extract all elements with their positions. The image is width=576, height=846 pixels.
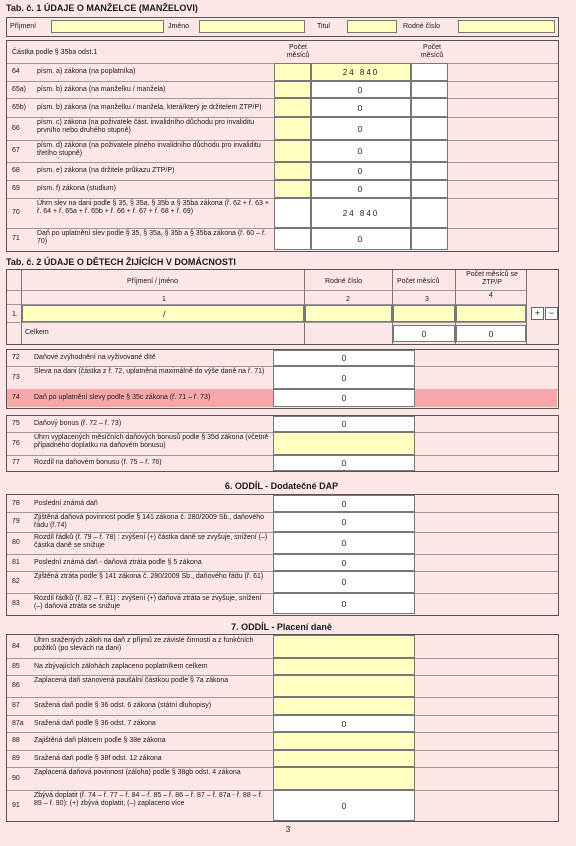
amount-value: 0 bbox=[341, 719, 347, 729]
amount-value: 0 bbox=[341, 420, 347, 429]
row-label: Zjištěná ztráta podle § 141 zákona č. 280/2009 Sb., daňového řádu (ř. 61) bbox=[34, 573, 264, 580]
amount-value: 0 bbox=[341, 558, 347, 568]
tab1-amount-field bbox=[311, 117, 411, 140]
amount-field bbox=[273, 593, 415, 614]
row-number: 79 bbox=[12, 518, 20, 525]
amount-value: 0 bbox=[341, 599, 347, 609]
block-72-74 bbox=[6, 349, 559, 409]
tab1-months-field[interactable] bbox=[274, 140, 311, 162]
tab1-months-field[interactable] bbox=[274, 162, 311, 180]
row-number: 86 bbox=[12, 682, 20, 689]
row-number: 74 bbox=[12, 394, 20, 401]
row-label: Sražená daň podle § 36 odst. 6 zákona (státní dluhopisy) bbox=[34, 702, 212, 709]
tab1-months-field-2 bbox=[411, 162, 448, 180]
amount-value: 0 bbox=[341, 373, 347, 383]
tab1-amount-value: 24 840 bbox=[342, 68, 380, 77]
tab1-months-field[interactable] bbox=[274, 117, 311, 140]
tab1-row-number: 68 bbox=[12, 167, 20, 174]
tab1-amount-value: 0 bbox=[357, 85, 365, 95]
amount-value: 0 bbox=[341, 459, 347, 468]
tab1-amount-field bbox=[311, 228, 411, 250]
row-number: 84 bbox=[12, 642, 20, 650]
amount-field[interactable] bbox=[273, 432, 415, 455]
row-number: 85 bbox=[12, 662, 20, 670]
row-label: Rozdíl na daňovém bonusu (ř. 75 – ř. 76) bbox=[34, 459, 162, 466]
row-label: Daňové zvýhodnění na vyživované dítě bbox=[34, 354, 156, 361]
sec6-table bbox=[6, 494, 559, 616]
tab1-months-field-2 bbox=[411, 198, 448, 228]
tab1-amount-field bbox=[311, 140, 411, 162]
amount-field bbox=[273, 532, 415, 554]
amount-field bbox=[273, 455, 415, 471]
amount-field bbox=[273, 350, 415, 366]
total-ztp-value: 0 bbox=[488, 330, 494, 339]
name-field[interactable] bbox=[199, 20, 305, 33]
row-number: 91 bbox=[12, 801, 20, 809]
amount-field[interactable] bbox=[273, 675, 415, 697]
amount-field bbox=[273, 389, 415, 407]
tab1-months-field-2 bbox=[411, 98, 448, 117]
rc-label: Rodné číslo bbox=[403, 23, 440, 30]
row-number: 82 bbox=[12, 578, 20, 585]
tab1-months-field[interactable] bbox=[274, 98, 311, 117]
tab1-amount-value: 0 bbox=[357, 235, 365, 244]
row-number: 90 bbox=[12, 774, 20, 782]
tab1-months-field-2 bbox=[411, 180, 448, 198]
tab1-months-header-1: Počet měsíců bbox=[286, 44, 310, 59]
amount-field[interactable] bbox=[273, 635, 415, 658]
tab1-amount-field bbox=[311, 81, 411, 98]
amount-value: 0 bbox=[341, 539, 347, 548]
total-months-field bbox=[393, 325, 455, 342]
row-number: 81 bbox=[12, 558, 20, 566]
tab2-c3: 3 bbox=[425, 296, 429, 303]
row-label: Daň po uplatnění slevy podle § 35c zákona (ř. 71 – ř. 73) bbox=[34, 394, 211, 401]
tab1-col-header: Částka podle § 35ba odst.1 bbox=[12, 49, 98, 56]
tab1-row-label: písm. f) zákona (studium) bbox=[37, 185, 116, 192]
amount-field bbox=[273, 512, 415, 532]
tab2-c2: 2 bbox=[346, 296, 350, 303]
surname-label: Příjmení bbox=[10, 23, 37, 30]
amount-value: 0 bbox=[341, 518, 347, 527]
row-label: Poslední známá daň - daňová ztráta podle § 5 zákona bbox=[34, 558, 202, 566]
tab1-amount-value: 0 bbox=[357, 147, 365, 156]
tab1-row-number: 66 bbox=[12, 124, 20, 132]
tab1-months-field-2 bbox=[411, 117, 448, 140]
tab1-row-number: 67 bbox=[12, 147, 20, 154]
add-row-button[interactable]: + bbox=[531, 307, 544, 320]
row-number: 75 bbox=[12, 420, 20, 427]
spouse-identity-row bbox=[6, 17, 559, 37]
row-label: Zaplacená daňová povinnost (záloha) podle § 38gb odst. 4 zákona bbox=[34, 769, 241, 776]
tab1-amount-field bbox=[311, 198, 411, 228]
tab1-row-number: 64 bbox=[12, 68, 20, 75]
tab1-amount-field bbox=[311, 180, 411, 198]
tab1-months-field bbox=[274, 228, 311, 250]
tab1-title: Tab. č. 1 ÚDAJE O MANŽELCE (MANŽELOVI) bbox=[6, 3, 198, 13]
amount-field[interactable] bbox=[273, 750, 415, 767]
child-ztp-field[interactable] bbox=[456, 305, 526, 322]
sec6-title: 6. ODDÍL - Dodatečné DAP bbox=[224, 481, 339, 491]
tab2-h-rc: Rodné číslo bbox=[325, 278, 362, 285]
total-months-value: 0 bbox=[421, 330, 427, 339]
amount-field bbox=[273, 715, 415, 732]
row-number: 72 bbox=[12, 354, 20, 361]
row-label: Sražená daň podle § 38f odst. 12 zákona bbox=[34, 754, 162, 762]
tab1-months-field[interactable] bbox=[274, 81, 311, 98]
row-number: 87a bbox=[12, 719, 24, 727]
tab1-months-field-2 bbox=[411, 63, 448, 81]
amount-field bbox=[273, 366, 415, 389]
tab1-row-label: písm. b) zákona (na manželku / manžela) bbox=[37, 85, 166, 93]
row-number: 76 bbox=[12, 439, 20, 447]
tab1-row-label: písm. c) zákona (na poživatele část. invalidního důchodu pro invaliditu prvního nebo druhého stupně) bbox=[37, 119, 255, 134]
tab1-row-number: 70 bbox=[12, 209, 20, 216]
tab1-amount-value: 0 bbox=[357, 185, 365, 194]
row-label: Zjištěná daňová povinnost podle § 141 zákona č. 280/2009 Sb., daňového řádu (ř.74) bbox=[34, 514, 265, 529]
tab1-amount-field bbox=[311, 63, 411, 81]
titul-field[interactable] bbox=[347, 20, 397, 33]
tab1-amount-value: 0 bbox=[357, 103, 365, 113]
row-label: Sražená daň podle § 36 odst. 7 zákona bbox=[34, 719, 156, 727]
amount-field[interactable] bbox=[273, 697, 415, 715]
surname-field[interactable] bbox=[51, 20, 164, 33]
tab1-row-label: Úhrn slev na dani podle § 35, § 35a, § 35b a § 35ba zákona (ř. 62 + ř. 63 + ř. 64 + ř. 65a + ř. 65b + ř. 66 + ř. 67 + ř. 68 + ř. 69) bbox=[37, 200, 269, 215]
page-number: 3 bbox=[285, 825, 291, 834]
titul-label: Titul bbox=[317, 23, 330, 30]
tab1-row-label: písm. a) zákona (na poplatníka) bbox=[37, 68, 136, 75]
tab2-c1: 1 bbox=[162, 296, 166, 303]
amount-value: 0 bbox=[341, 801, 347, 811]
tab1-months-field-2 bbox=[411, 140, 448, 162]
tab2-title: Tab. č. 2 ÚDAJE O DĚTECH ŽIJÍCÍCH V DOMÁCNOSTI bbox=[6, 257, 236, 267]
row-label: Úhrn sražených záloh na daň z příjmů ze závislé činnosti a z funkčních požitků (po slevách na dani) bbox=[34, 637, 254, 652]
amount-field bbox=[273, 571, 415, 593]
amount-field bbox=[273, 495, 415, 512]
child-name-field[interactable] bbox=[22, 305, 304, 322]
row-number: 87 bbox=[12, 702, 20, 709]
total-label: Celkem bbox=[25, 329, 49, 336]
tab1-row-number: 65b) bbox=[12, 103, 27, 111]
row-label: Rozdíl řádků (ř. 79 – ř. 78) : zvýšení (+) částka daně se zvyšuje, snížení (–) částka daně se snižuje bbox=[34, 534, 268, 549]
tab1-months-field[interactable] bbox=[274, 63, 311, 81]
child-row-number: 1. bbox=[12, 311, 18, 318]
tab1-amount-value: 0 bbox=[357, 124, 365, 134]
tab2-c4: 4 bbox=[489, 292, 493, 299]
amount-field[interactable] bbox=[273, 658, 415, 675]
tab1-months-field bbox=[274, 198, 311, 228]
remove-row-button[interactable]: − bbox=[545, 307, 558, 320]
amount-field[interactable] bbox=[273, 732, 415, 750]
row-label: Na zbývajících zálohách zaplaceno poplatníkem celkem bbox=[34, 662, 208, 670]
amount-field bbox=[273, 790, 415, 821]
tab1-row-label: písm. b) zákona (na manželku / manžela, která/který je držitelem ZTP/P) bbox=[37, 103, 262, 111]
total-ztp-field bbox=[456, 325, 526, 342]
sec7-title: 7. ODDÍL - Placení daně bbox=[231, 622, 332, 632]
tab1-amount-field bbox=[311, 98, 411, 117]
amount-value: 0 bbox=[341, 354, 347, 363]
row-label: Zaplacená daň stanovená paušální částkou podle § 7a zákona bbox=[34, 677, 229, 684]
tab1-row-number: 65a) bbox=[12, 85, 27, 93]
tab1-months-header-2: Počet měsíců bbox=[420, 44, 444, 59]
amount-field bbox=[273, 416, 415, 432]
child-name-value: / bbox=[163, 309, 166, 319]
amount-value: 0 bbox=[341, 499, 347, 509]
tab1-row-label: Daň po uplatnění slev podle § 35, § 35a, § 35b a § 35ba zákona (ř. 60 – ř. 70) bbox=[37, 230, 267, 245]
row-label: Zbývá doplatit (ř. 74 – ř. 77 – ř. 84 – ř. 85 – ř. 86 – ř. 87 – ř. 87a - ř. 88 – ř. 89 – ř. 90): (+) zbývá doplatit, (–) zaplaceno více bbox=[34, 792, 263, 807]
row-number: 77 bbox=[12, 459, 20, 466]
row-number: 83 bbox=[12, 599, 20, 607]
tab1-amount-field bbox=[311, 162, 411, 180]
amount-field[interactable] bbox=[273, 767, 415, 790]
row-number: 78 bbox=[12, 499, 20, 507]
row-number: 89 bbox=[12, 754, 20, 762]
row-label: Daňový bonus (ř. 72 – ř. 73) bbox=[34, 420, 122, 427]
amount-field bbox=[273, 554, 415, 571]
child-months-field[interactable] bbox=[393, 305, 455, 322]
row-label: Úhrn vyplacených měsíčních daňových bonusů podle § 35d zákona (včetně případného doplatku na daňovém bonusu) bbox=[34, 434, 269, 449]
tab1-row-label: písm. d) zákona (na poživatele plného invalidního důchodu pro invaliditu třetího stupně) bbox=[37, 142, 261, 157]
rc-field[interactable] bbox=[458, 20, 555, 33]
tab1-months-field-2 bbox=[411, 81, 448, 98]
row-label: Rozdíl řádků (ř. 82 – ř. 81) : zvýšení (+) daňová ztráta se zvyšuje, snížení (–) daňová ztráta se snižuje bbox=[34, 595, 262, 610]
row-label: Poslední známá daň bbox=[34, 499, 98, 507]
tab2-h-ztp: Počet měsíců se ZTP/P bbox=[466, 271, 518, 286]
sec7-table bbox=[6, 634, 559, 822]
tab1-row-number: 71 bbox=[12, 235, 20, 242]
tab1-amount-value: 0 bbox=[357, 167, 365, 176]
tab2-h-months: Počet měsíců bbox=[397, 278, 440, 285]
row-number: 73 bbox=[12, 373, 20, 381]
tab1-amount-value: 24 840 bbox=[342, 209, 380, 218]
tab2-h-name: Příjmení / jméno bbox=[127, 278, 178, 285]
tab1-months-field[interactable] bbox=[274, 180, 311, 198]
row-label: Zajištěná daň plátcem podle § 38e zákona bbox=[34, 737, 166, 744]
tab1-row-number: 69 bbox=[12, 185, 20, 192]
row-number: 88 bbox=[12, 737, 20, 744]
amount-value: 0 bbox=[341, 394, 347, 403]
row-label: Sleva na dani (částka z ř. 72, uplatněná maximálně do výše daně na ř. 71) bbox=[34, 368, 265, 375]
amount-value: 0 bbox=[341, 578, 347, 587]
tab2-table bbox=[6, 269, 559, 345]
name-label: Jméno bbox=[168, 23, 190, 30]
child-rc-field[interactable] bbox=[305, 305, 392, 322]
tab1-table bbox=[6, 40, 559, 252]
tab1-months-field-2 bbox=[411, 228, 448, 250]
block-75-77 bbox=[6, 415, 559, 472]
row-number: 80 bbox=[12, 539, 20, 546]
tab1-row-label: písm. e) zákona (na držitele průkazu ZTP/P) bbox=[37, 167, 175, 174]
